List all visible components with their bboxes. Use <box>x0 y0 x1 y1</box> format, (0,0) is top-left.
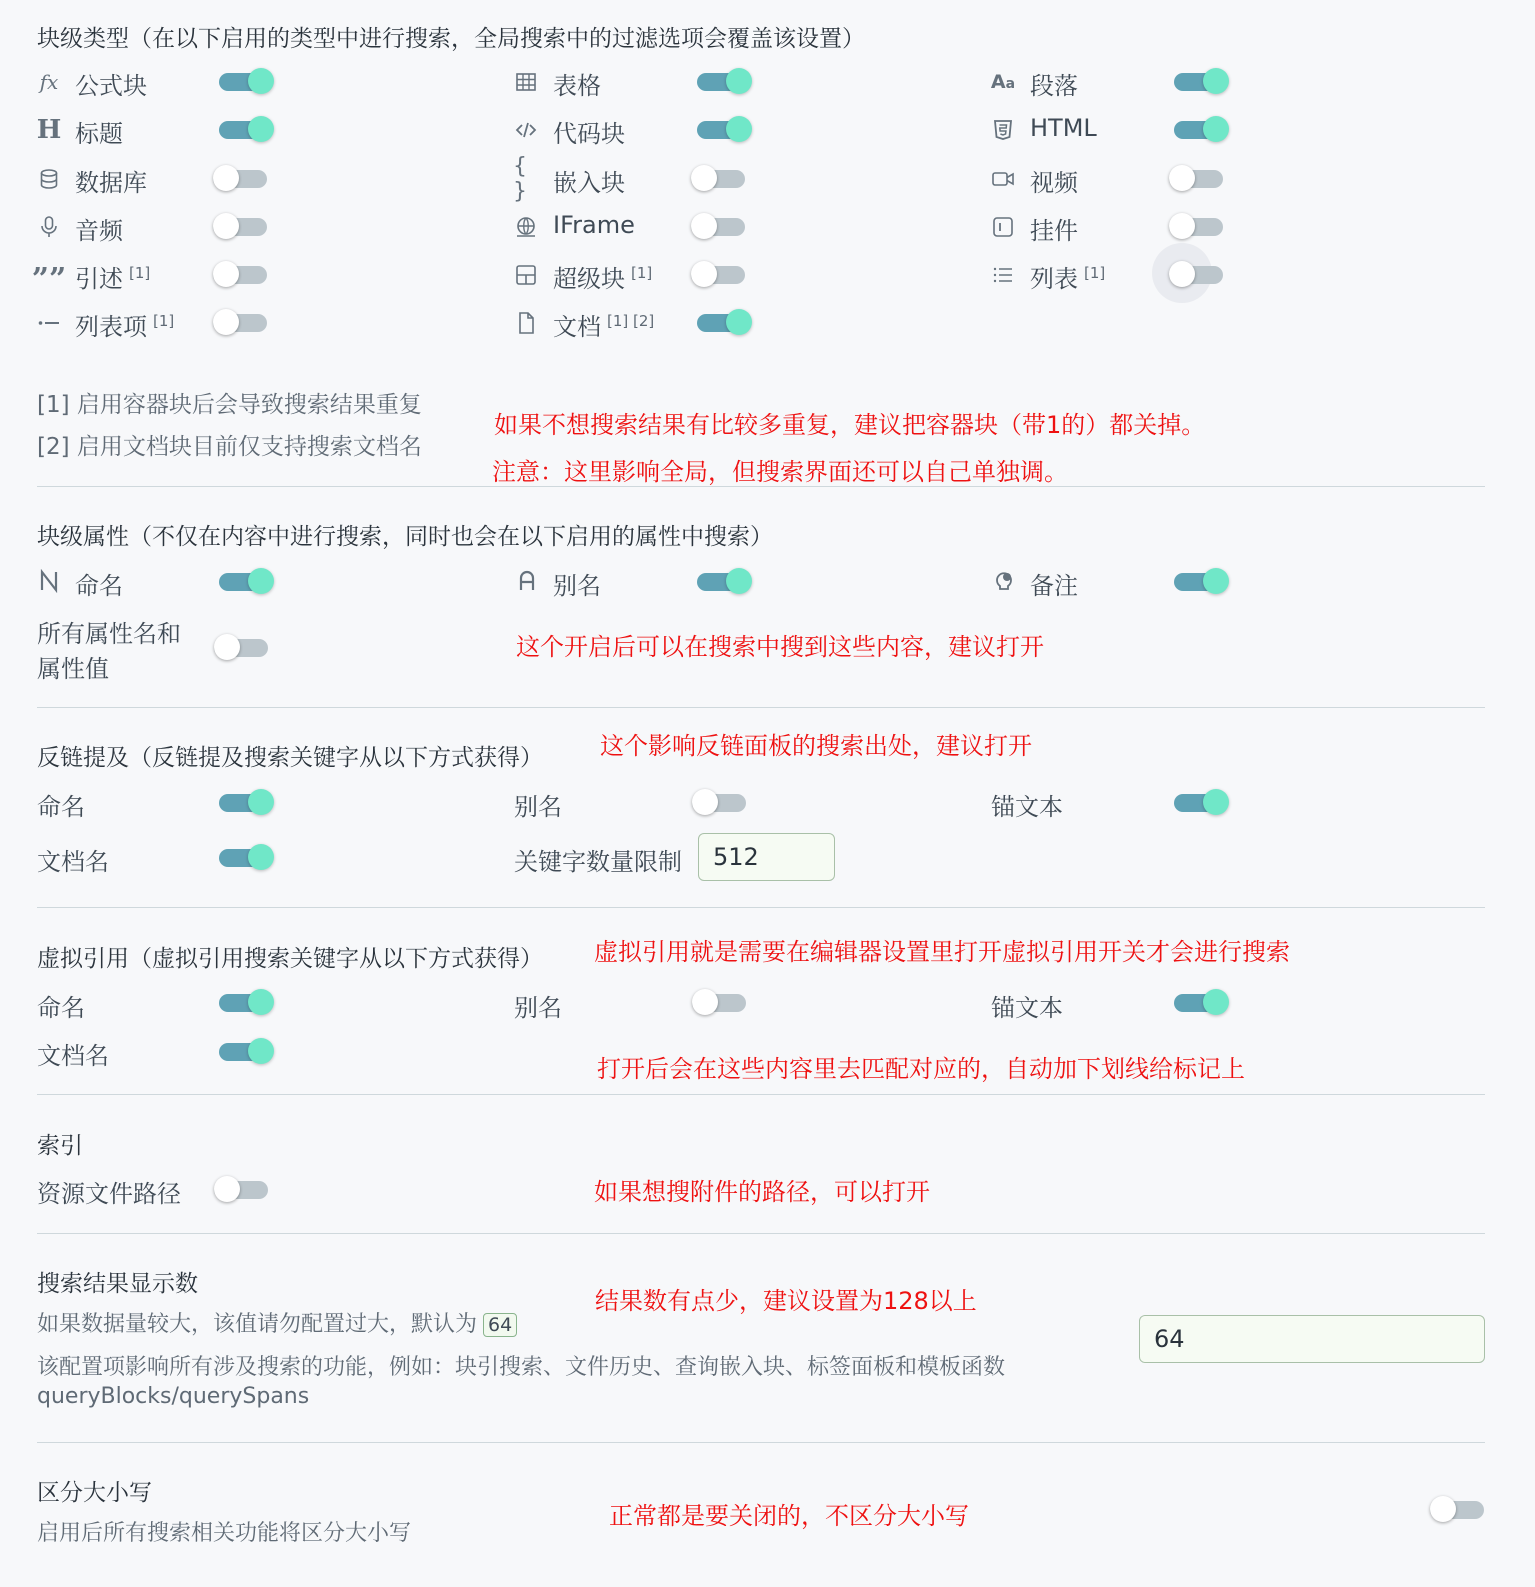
asset-path-label: 资源文件路径 <box>37 1180 181 1208</box>
block-type-switch[interactable] <box>697 67 753 93</box>
attr-memo-label: 备注 <box>1030 572 1078 600</box>
vref-alias-label: 别名 <box>514 994 562 1022</box>
microphone-icon <box>36 214 62 240</box>
all-attrs-switch[interactable] <box>214 633 270 659</box>
footnote-ref: [1] <box>1084 264 1106 282</box>
vref-name-switch[interactable] <box>219 988 275 1014</box>
table-icon <box>513 69 539 95</box>
heading-icon: H <box>36 115 62 145</box>
globe-icon <box>513 214 539 240</box>
divider <box>37 1094 1485 1095</box>
document-icon <box>513 310 539 336</box>
backlink-name-label: 命名 <box>37 793 85 821</box>
paragraph-icon: Aa <box>990 71 1016 93</box>
block-type-label: 列表 [1] <box>1030 264 1106 293</box>
footnote-2: [2] 启用文档块目前仅支持搜索文档名 <box>37 434 422 460</box>
index-title: 索引 <box>37 1133 83 1159</box>
annotation-backlink: 这个影响反链面板的搜索出处，建议打开 <box>600 732 1032 760</box>
block-type-label: 段落 <box>1030 72 1078 100</box>
block-type-label: 标题 <box>75 120 123 148</box>
footnote-1: [1] 启用容器块后会导致搜索结果重复 <box>37 392 422 418</box>
annotation-virtual-ref: 虚拟引用就是需要在编辑器设置里打开虚拟引用开关才会进行搜索 <box>594 938 1290 966</box>
alias-a-icon <box>514 568 540 594</box>
annotation-container-blocks: 如果不想搜索结果有比较多重复，建议把容器块（带1的）都关掉。 <box>494 411 1206 439</box>
divider <box>37 907 1485 908</box>
list-item-icon <box>36 310 62 336</box>
backlink-alias-switch[interactable] <box>692 788 748 814</box>
html5-icon <box>990 117 1016 143</box>
case-sensitive-desc: 启用后所有搜索相关功能将区分大小写 <box>37 1521 412 1546</box>
footnote-ref: [1] [2] <box>607 312 655 330</box>
block-type-switch[interactable] <box>219 67 275 93</box>
backlink-name-switch[interactable] <box>219 788 275 814</box>
attr-name-switch[interactable] <box>219 567 275 593</box>
footnote-ref: [1] <box>153 312 175 330</box>
backlink-alias-label: 别名 <box>514 793 562 821</box>
block-type-label: 引述 [1] <box>75 264 151 293</box>
block-type-label: 挂件 <box>1030 217 1078 245</box>
all-attrs-label-line1: 所有属性名和 <box>37 620 181 648</box>
case-sensitive-switch[interactable] <box>1430 1495 1486 1521</box>
backlink-docname-label: 文档名 <box>37 848 109 876</box>
vref-docname-label: 文档名 <box>37 1042 109 1070</box>
case-sensitive-title: 区分大小写 <box>37 1480 152 1506</box>
block-type-label: 音频 <box>75 217 123 245</box>
code-icon <box>513 117 539 143</box>
annotation-vref-match: 打开后会在这些内容里去匹配对应的，自动加下划线给标记上 <box>597 1055 1245 1083</box>
block-type-label: HTML <box>1030 114 1097 142</box>
superblock-icon <box>513 262 539 288</box>
backlink-title: 反链提及（反链提及搜索关键字从以下方式获得） <box>37 745 543 771</box>
result-limit-desc1: 如果数据量较大，该值请勿配置过大，默认为 64 <box>37 1307 517 1338</box>
vref-name-label: 命名 <box>37 994 85 1022</box>
block-type-switch[interactable] <box>1174 67 1230 93</box>
annotation-global-effect: 注意：这里影响全局，但搜索界面还可以自己单独调。 <box>492 458 1068 486</box>
divider <box>37 486 1485 487</box>
backlink-anchor-switch[interactable] <box>1174 788 1230 814</box>
vref-anchor-switch[interactable] <box>1174 988 1230 1014</box>
block-type-label: 数据库 <box>75 169 147 197</box>
divider <box>37 1233 1485 1234</box>
block-type-label: 列表项 [1] <box>75 312 175 341</box>
block-types-title: 块级类型（在以下启用的类型中进行搜索，全局搜索中的过滤选项会覆盖该设置） <box>37 26 865 52</box>
asset-path-switch[interactable] <box>214 1175 270 1201</box>
block-type-switch[interactable] <box>213 164 269 190</box>
block-type-label: 代码块 <box>553 120 625 148</box>
attr-name-label: 命名 <box>75 572 123 600</box>
video-icon <box>990 166 1016 192</box>
block-type-switch[interactable] <box>1169 164 1225 190</box>
keyword-limit-label: 关键字数量限制 <box>514 848 682 876</box>
block-type-label: 视频 <box>1030 169 1078 197</box>
divider <box>37 707 1485 708</box>
attr-alias-label: 别名 <box>553 572 601 600</box>
widget-icon <box>990 214 1016 240</box>
block-type-switch[interactable] <box>691 164 747 190</box>
backlink-docname-switch[interactable] <box>219 843 275 869</box>
result-limit-desc3: queryBlocks/querySpans <box>37 1384 310 1409</box>
attr-memo-switch[interactable] <box>1174 567 1230 593</box>
vref-anchor-label: 锚文本 <box>991 994 1063 1022</box>
block-type-switch[interactable] <box>697 308 753 334</box>
quote-icon: ”” <box>31 262 67 297</box>
block-type-switch[interactable] <box>1169 260 1225 286</box>
result-limit-desc2: 该配置项影响所有涉及搜索的功能，例如：块引搜索、文件历史、查询嵌入块、标签面板和模板函数 <box>37 1355 1006 1380</box>
annotation-result-limit: 结果数有点少，建议设置为128以上 <box>595 1287 977 1315</box>
result-limit-input[interactable]: 64 <box>1139 1315 1485 1363</box>
footnote-ref: [1] <box>129 264 151 282</box>
block-type-switch[interactable] <box>697 115 753 141</box>
braces-icon: { } <box>513 154 531 204</box>
block-type-switch[interactable] <box>691 212 747 238</box>
annotation-attrs: 这个开启后可以在搜索中搜到这些内容，建议打开 <box>516 633 1044 661</box>
keyword-limit-input[interactable]: 512 <box>698 833 835 881</box>
formula-icon: fx <box>39 70 59 94</box>
annotation-case-sensitive: 正常都是要关闭的，不区分大小写 <box>609 1502 969 1530</box>
block-type-switch[interactable] <box>219 115 275 141</box>
virtual-ref-title: 虚拟引用（虚拟引用搜索关键字从以下方式获得） <box>37 946 543 972</box>
default-value-badge: 64 <box>483 1313 517 1337</box>
block-type-label: 超级块 [1] <box>553 264 653 293</box>
vref-alias-switch[interactable] <box>692 988 748 1014</box>
divider <box>37 1442 1485 1443</box>
block-type-switch[interactable] <box>1169 212 1225 238</box>
block-type-label: IFrame <box>553 211 635 239</box>
block-type-switch[interactable] <box>213 308 269 334</box>
database-icon <box>36 166 62 192</box>
vref-docname-switch[interactable] <box>219 1037 275 1063</box>
footnote-ref: [1] <box>631 264 653 282</box>
list-icon <box>990 262 1016 288</box>
name-n-icon <box>36 568 62 594</box>
block-type-switch[interactable] <box>691 260 747 286</box>
block-attrs-title: 块级属性（不仅在内容中进行搜索，同时也会在以下启用的属性中搜索） <box>37 524 773 550</box>
block-type-label: 表格 <box>553 72 601 100</box>
result-limit-title: 搜索结果显示数 <box>37 1271 198 1297</box>
block-type-switch[interactable] <box>1174 115 1230 141</box>
block-type-switch[interactable] <box>213 212 269 238</box>
memo-icon <box>991 568 1017 594</box>
attr-alias-switch[interactable] <box>697 567 753 593</box>
all-attrs-label-line2: 属性值 <box>37 655 109 683</box>
block-type-switch[interactable] <box>213 260 269 286</box>
block-type-label: 文档 [1] [2] <box>553 312 655 341</box>
block-type-label: 公式块 <box>75 72 147 100</box>
block-type-label: 嵌入块 <box>553 169 625 197</box>
annotation-asset-path: 如果想搜附件的路径，可以打开 <box>594 1178 930 1206</box>
backlink-anchor-label: 锚文本 <box>991 793 1063 821</box>
